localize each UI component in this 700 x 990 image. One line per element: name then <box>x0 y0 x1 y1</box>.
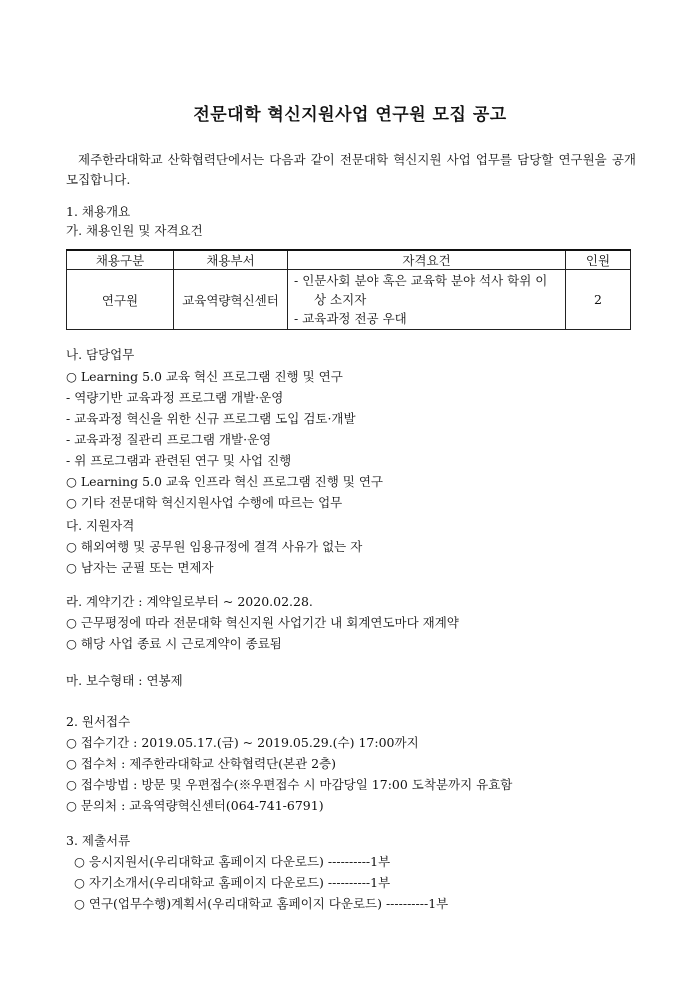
duty-item: ○ Learning 5.0 교육 혁신 프로그램 진행 및 연구 <box>66 369 343 384</box>
qualification-line-cont: 상 소지자 <box>314 292 367 307</box>
document-item: ○ 응시지원서(우리대학교 홈페이지 다운로드) ----------1부 <box>74 854 391 869</box>
document-item: ○ 연구(업무수행)계획서(우리대학교 홈페이지 다운로드) ----------1부 <box>74 896 449 911</box>
recruitment-table <box>66 249 631 330</box>
application-item: ○ 접수처 : 제주한라대학교 산학협력단(본관 2층) <box>66 756 337 771</box>
table-cell-qualification <box>288 270 566 330</box>
subsection-ga-heading: 가. 채용인원 및 자격요건 <box>66 223 203 238</box>
table-header-cell: 인원 <box>566 250 631 270</box>
table-row <box>67 270 631 330</box>
qualification-item: ○ 남자는 군필 또는 면제자 <box>66 560 214 575</box>
subsection-ma-heading: 마. 보수형태 : 연봉제 <box>66 673 183 688</box>
table-cell-type: 연구원 <box>67 270 174 330</box>
qualification-line: - 인문사회 분야 혹은 교육학 분야 석사 학위 이 <box>294 273 548 288</box>
duty-item: - 교육과정 질관리 프로그램 개발·운영 <box>66 432 272 447</box>
duty-item: - 역량기반 교육과정 프로그램 개발·운영 <box>66 390 284 405</box>
application-item: ○ 문의처 : 교육역량혁신센터(064-741-6791) <box>66 798 324 813</box>
duty-item: - 위 프로그램과 관련된 연구 및 사업 진행 <box>66 453 292 468</box>
subsection-ra-heading: 라. 계약기간 : 계약일로부터 ~ 2020.02.28. <box>66 594 313 609</box>
duty-item: ○ Learning 5.0 교육 인프라 혁신 프로그램 진행 및 연구 <box>66 474 383 489</box>
contract-item: ○ 해당 사업 종료 시 근로계약이 종료됨 <box>66 636 282 651</box>
subsection-da-heading: 다. 지원자격 <box>66 518 135 533</box>
application-item: ○ 접수기간 : 2019.05.17.(금) ~ 2019.05.29.(수) 17:00까지 <box>66 735 419 750</box>
section-3-heading: 3. 제출서류 <box>66 833 131 848</box>
qualification-line: - 교육과정 전공 우대 <box>294 311 407 326</box>
table-header-row <box>67 250 631 270</box>
intro-paragraph: 제주한라대학교 산학협력단에서는 다음과 같이 전문대학 혁신지원 사업 업무를 담당할 연구원을 공개 모집합니다. <box>66 152 636 187</box>
table-cell-dept: 교육역량혁신센터 <box>174 270 288 330</box>
table-header-cell: 자격요건 <box>288 250 566 270</box>
section-1-heading: 1. 채용개요 <box>66 204 131 219</box>
duty-item: ○ 기타 전문대학 혁신지원사업 수행에 따르는 업무 <box>66 495 343 510</box>
section-2-heading: 2. 원서접수 <box>66 714 131 729</box>
subsection-na-heading: 나. 담당업무 <box>66 347 135 362</box>
table-header-cell: 채용부서 <box>174 250 288 270</box>
duty-item: - 교육과정 혁신을 위한 신규 프로그램 도입 검토·개발 <box>66 411 356 426</box>
application-item: ○ 접수방법 : 방문 및 우편접수(※우편접수 시 마감당일 17:00 도착분까지 유효함 <box>66 777 513 792</box>
qualification-item: ○ 해외여행 및 공무원 임용규정에 결격 사유가 없는 자 <box>66 539 363 554</box>
page-title: 전문대학 혁신지원사업 연구원 모집 공고 <box>193 105 507 125</box>
contract-item: ○ 근무평정에 따라 전문대학 혁신지원 사업기간 내 회계연도마다 재계약 <box>66 615 459 630</box>
table-cell-count: 2 <box>566 270 631 330</box>
document-item: ○ 자기소개서(우리대학교 홈페이지 다운로드) ----------1부 <box>74 875 391 890</box>
table-header-cell: 채용구분 <box>67 250 174 270</box>
